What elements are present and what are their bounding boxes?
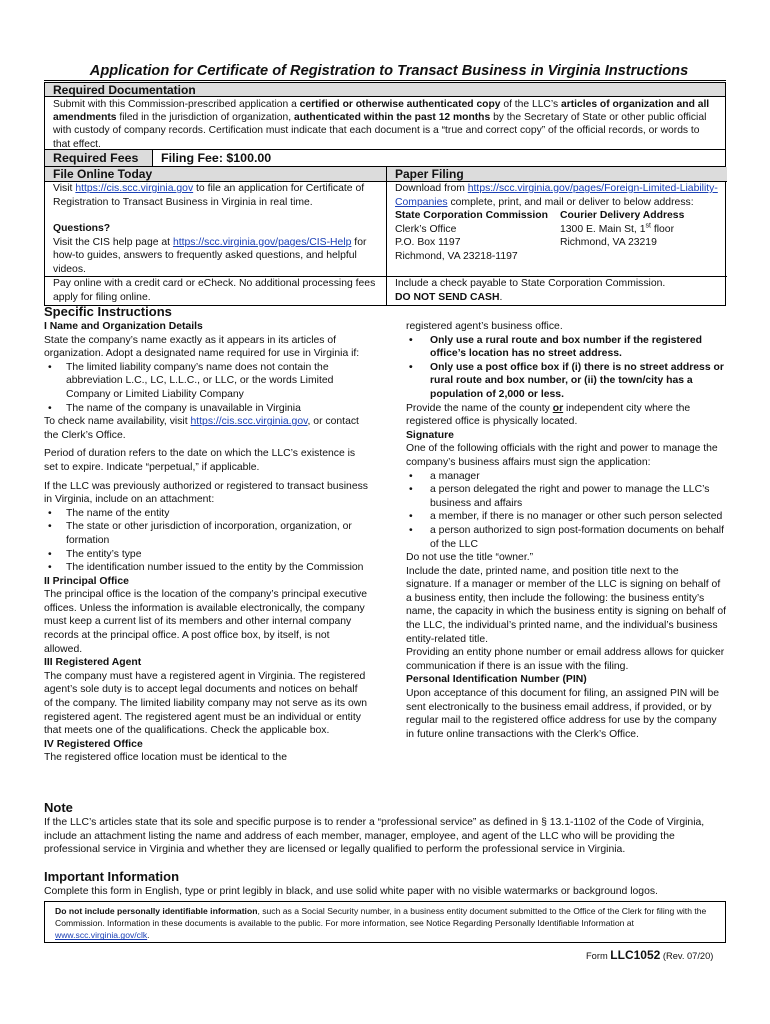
required-fees-heading: Required Fees <box>45 150 153 166</box>
list-item: • a person delegated the right and power to manage the LLC’s business and affairs <box>406 483 726 510</box>
form-identifier <box>586 948 713 963</box>
form-label: Form <box>586 951 611 961</box>
mailing-address <box>395 209 554 263</box>
online-text: to file an application for Certificate of Registration to Transact Business in Virginia in real time. <box>53 183 365 208</box>
courier-address-heading: Courier Delivery Address <box>560 210 685 222</box>
pii-notice <box>44 901 726 943</box>
list-item: • a manager <box>406 470 726 484</box>
required-documentation-body <box>44 96 726 150</box>
courier-address <box>554 209 719 263</box>
address-text: 1300 E. Main St, 1 <box>560 223 646 235</box>
cis-help-link[interactable]: https://scc.virginia.gov/pages/CIS-Help <box>172 236 352 248</box>
list-item: • a member, if there is no manager or other such person selected <box>406 510 726 524</box>
cis-link[interactable]: https://cis.scc.virginia.gov <box>75 183 194 194</box>
paper-filing-heading: Paper Filing <box>386 167 727 182</box>
instructions-left-column <box>44 320 368 765</box>
list-item: • a person authorized to sign post-formation documents on behalf of the LLC <box>406 524 726 551</box>
paragraph: State the company’s name exactly as it appears in its articles of organization. Adopt a designated name required for use in Virginia if: <box>44 334 360 360</box>
paragraph: Providing an entity phone number or email address allows for quicker communication if there is an issue with the filing. <box>406 647 725 672</box>
paragraph: Do not use the title “owner.” <box>406 552 534 564</box>
paragraph: Include the date, printed name, and position title next to the signature. If a manager or member of the LLC is signing on behalf of a business entity, then include the following: the business entity’s name, the capacity in which the business entity is signing on behalf of the LLC, the individual’s printed name, and the individual’s business entity-related title. <box>406 565 726 645</box>
list-item: • The name of the entity <box>44 507 368 521</box>
punctuation: . <box>147 930 150 941</box>
address-line: Richmond, VA 23218-1197 <box>395 250 518 262</box>
section-heading: II Principal Office <box>44 575 129 587</box>
section-heading: I Name and Organization Details <box>44 321 203 332</box>
clerk-link[interactable]: www.scc.virginia.gov/clk <box>55 930 148 941</box>
name-availability-link[interactable]: https://cis.scc.virginia.gov <box>190 416 308 428</box>
paragraph: Period of duration refers to the date on which the LLC’s existence is set to expire. Indicate “perpetual,” if applicable. <box>44 448 356 473</box>
list-item: • The entity’s type <box>44 548 368 562</box>
punctuation: . <box>499 291 503 303</box>
section-heading: III Registered Agent <box>44 657 142 669</box>
paragraph <box>406 402 726 429</box>
attachment-list <box>44 507 368 575</box>
pii-text: , such as a Social Security number, in a business entity document submitted to the Office of the Clerk for filing with the Commission. Information in these documents is available to the public. For more information, see Notice Regarding Personally Identifiable Information at <box>55 906 707 929</box>
section-heading: Personal Identification Number (PIN) <box>406 674 587 686</box>
reqdoc-bold: authenticated within the past 12 months <box>293 112 491 124</box>
paragraph: registered agent’s business office. <box>406 321 563 332</box>
section-heading: Signature <box>406 429 454 441</box>
form-number: LLC1052 <box>610 948 661 962</box>
paragraph: The company must have a registered agent in Virginia. The registered agent’s sole duty is to accept legal documents and notices on behalf of the company. The limited liability company may not serve as its own registered agent. The registered agent must be an individual or entity that meets one of the qualifications. Check the applicable box. <box>44 670 368 737</box>
list-item: • The limited liability company’s name does not contain the abbreviation L.C., LC, L.L.C., or LLC, or the words Limited Company or Limited Liability Company <box>44 361 368 402</box>
reqdoc-bold: articles of organization and all amendments <box>53 99 710 124</box>
list-item: • Only use a post office box if (i) there is no street address or rural route and box number, or (ii) the town/city has a population of 2,000 or less. <box>406 361 726 402</box>
address-line: Clerk’s Office <box>395 223 457 235</box>
paragraph: One of the following officials with the right and power to manage the company’s business affairs must sign the application: <box>406 443 718 468</box>
paragraph: The registered office location must be identical to the <box>44 752 287 764</box>
check-payment-text <box>386 276 727 304</box>
fees-row <box>44 150 726 167</box>
note-heading: Note <box>44 800 73 815</box>
specific-instructions-heading: Specific Instructions <box>44 304 172 319</box>
reqdoc-bold: certified or otherwise authenticated copy <box>299 99 501 110</box>
foreign-llc-link[interactable]: https://scc.virginia.gov/pages/Foreign-Limited-Liability-Companies <box>395 183 718 208</box>
paragraph <box>44 415 368 442</box>
online-text: Visit <box>53 183 76 194</box>
signer-list <box>406 470 726 552</box>
questions-label: Questions? <box>53 223 111 234</box>
important-information-text: Complete this form in English, type or print legibly in black, and use solid white paper with no visible watermarks or background logos. <box>44 886 658 897</box>
paragraph-text: independent city where the registered office is physically located. <box>406 402 691 428</box>
check-text: Include a check payable to State Corporation Commission. <box>395 278 666 290</box>
file-online-heading: File Online Today <box>45 167 386 182</box>
paper-text: Download from <box>395 183 468 194</box>
reqdoc-text: filed in the jurisdiction of organization, <box>116 112 294 124</box>
list-item: • The identification number issued to the entity by the Commission <box>44 561 368 575</box>
paragraph: If the LLC was previously authorized or registered to transact business in Virginia, include on an attachment: <box>44 480 369 506</box>
address-grid <box>395 209 719 263</box>
list-item: • The state or other jurisdiction of incorporation, organization, or formation <box>44 520 368 547</box>
required-documentation-heading: Required Documentation <box>44 82 726 96</box>
reqdoc-text: Submit with this Commission-prescribed application a <box>53 99 300 110</box>
address-line <box>560 223 719 237</box>
online-instructions <box>45 182 386 276</box>
help-text: for how-to guides, answers to frequently asked questions, and helpful videos. <box>53 236 367 275</box>
list-item: • Only use a rural route and box number if the registered office’s location has no street address. <box>406 334 726 361</box>
registered-office-rules <box>406 334 726 402</box>
filing-fee: Filing Fee: $100.00 <box>161 151 272 165</box>
filing-methods-table <box>44 167 726 306</box>
mailing-address-heading: State Corporation Commission <box>395 210 548 222</box>
address-text: floor <box>650 223 675 235</box>
list-item: • The name of the company is unavailable in Virginia <box>44 402 368 416</box>
important-information-heading: Important Information <box>44 869 180 884</box>
address-line: P.O. Box 1197 <box>395 237 461 249</box>
note-text: If the LLC’s articles state that its sole and specific purpose is to render a “professional service” as defined in § 13.1-1102 of the Code of Virginia, include an attachment listing the name and address of each member, manager, employee, and agent of the LLC who will be providing the professional service in Virginia and whether they are licensed or legally qualified to perform the professional service in Virginia. <box>44 817 705 856</box>
address-line: Richmond, VA 23219 <box>560 237 657 249</box>
paragraph: The principal office is the location of the company’s principal executive offices. Unless the information is available electronically, the company must keep a current list of its members and other internal company records at the principal office. A post office box, by itself, is not allowed. <box>44 589 368 655</box>
emphasis: or <box>552 402 564 414</box>
reqdoc-text: of the LLC’s <box>500 99 561 110</box>
paragraph-text: , or contact the Clerk’s Office. <box>44 416 359 441</box>
form-revision: (Rev. 07/20) <box>660 951 714 961</box>
help-text: Visit the CIS help page at <box>53 236 173 248</box>
reqdoc-text: by the Secretary of State or other public official with custody of company records. Certification must indicate that each document is a “true and correct copy” of the official records, or words to that effect. <box>53 112 707 150</box>
paper-instructions <box>386 182 727 276</box>
page-title: Application for Certificate of Registration to Transact Business in Virginia Instructions <box>89 63 689 79</box>
address-superscript: st <box>645 222 651 230</box>
name-requirements-list <box>44 361 368 415</box>
pii-warning: Do not include personally identifiable information <box>55 906 258 916</box>
pay-online-text: Pay online with a credit card or eCheck. No additional processing fees apply for filing online. <box>45 276 386 304</box>
section-heading: IV Registered Office <box>44 738 143 750</box>
instructions-right-column <box>406 320 726 741</box>
title-rule <box>44 80 726 81</box>
paragraph-text: Provide the name of the county <box>406 402 553 414</box>
paragraph-text: To check name availability, visit <box>44 416 191 428</box>
no-cash-warning: DO NOT SEND CASH <box>395 291 500 303</box>
paper-text: complete, print, and mail or deliver to below address: <box>447 196 694 208</box>
paragraph: Upon acceptance of this document for filing, an assigned PIN will be sent electronically to the business email address, if provided, or by regular mail to the registered office address for use by the company in future online transactions with the Clerk’s Office. <box>406 688 720 740</box>
